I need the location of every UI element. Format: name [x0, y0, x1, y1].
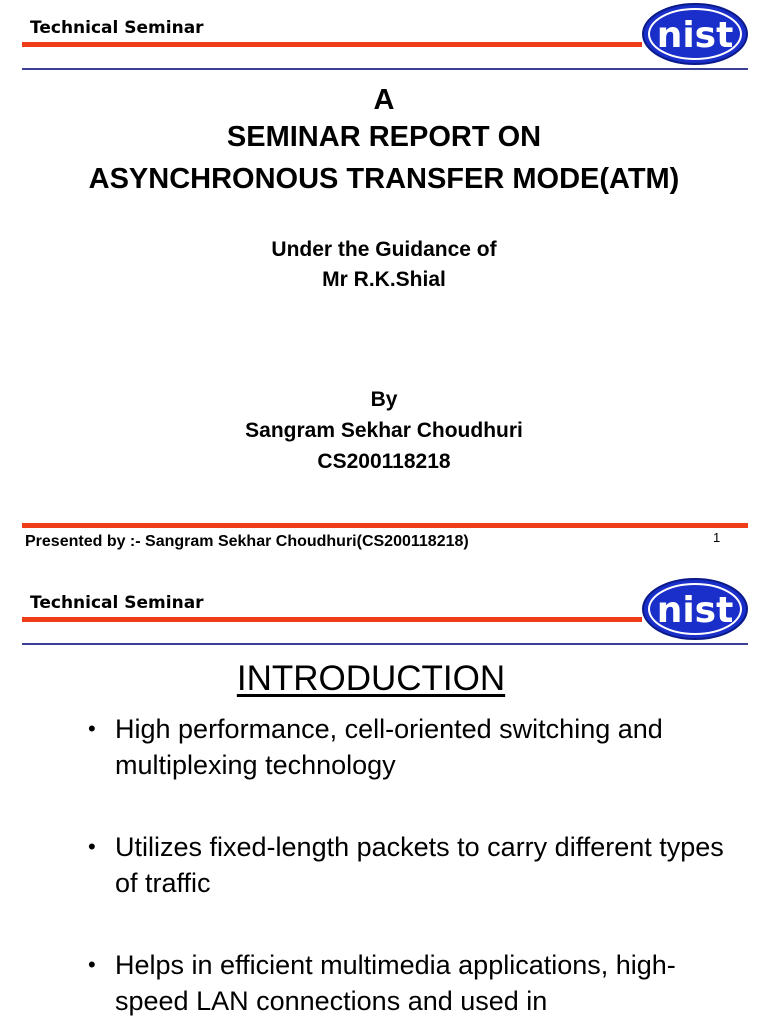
bullet-text: Utilizes fixed-length packets to carry different types of traffic	[115, 832, 724, 898]
introduction-slide	[0, 575, 768, 1024]
bullet-list	[88, 711, 748, 1024]
page-number: 1	[713, 530, 721, 545]
bullet-text: Helps in efficient multimedia applications, high-speed LAN connections and used in	[115, 950, 676, 1016]
header-blue-rule	[22, 68, 748, 70]
guide-name: Mr R.K.Shial	[322, 268, 446, 291]
nist-logo	[642, 3, 748, 65]
intro-heading: INTRODUCTION	[236, 659, 506, 698]
logo-text: nist	[656, 590, 734, 631]
footer-presenter: Presented by :- Sangram Sekhar Choudhuri(CS200118218)	[25, 533, 469, 550]
header-red-rule	[22, 617, 642, 622]
header-title: Technical Seminar	[30, 593, 204, 613]
guidance-label: Under the Guidance of	[271, 238, 497, 261]
list-item	[88, 947, 748, 1019]
list-item	[88, 711, 748, 783]
title-topic: ASYNCHRONOUS TRANSFER MODE(ATM)	[88, 163, 680, 195]
list-item	[88, 829, 748, 901]
footer-red-rule	[22, 523, 748, 528]
bullet-dot-icon: •	[88, 834, 96, 859]
header-title: Technical Seminar	[30, 18, 204, 38]
logo-text: nist	[656, 15, 734, 56]
author-name: Sangram Sekhar Choudhuri	[245, 419, 523, 442]
bullet-dot-icon: •	[88, 952, 96, 977]
bullet-text: High performance, cell-oriented switching and multiplexing technology	[115, 714, 663, 780]
header-red-rule	[22, 42, 642, 47]
header-blue-rule	[22, 643, 748, 645]
title-letter-a: A	[373, 84, 395, 116]
bullet-dot-icon: •	[88, 716, 96, 741]
author-roll: CS200118218	[317, 450, 451, 473]
by-label: By	[370, 388, 398, 411]
title-report: SEMINAR REPORT ON	[226, 121, 542, 153]
nist-logo	[642, 578, 748, 640]
